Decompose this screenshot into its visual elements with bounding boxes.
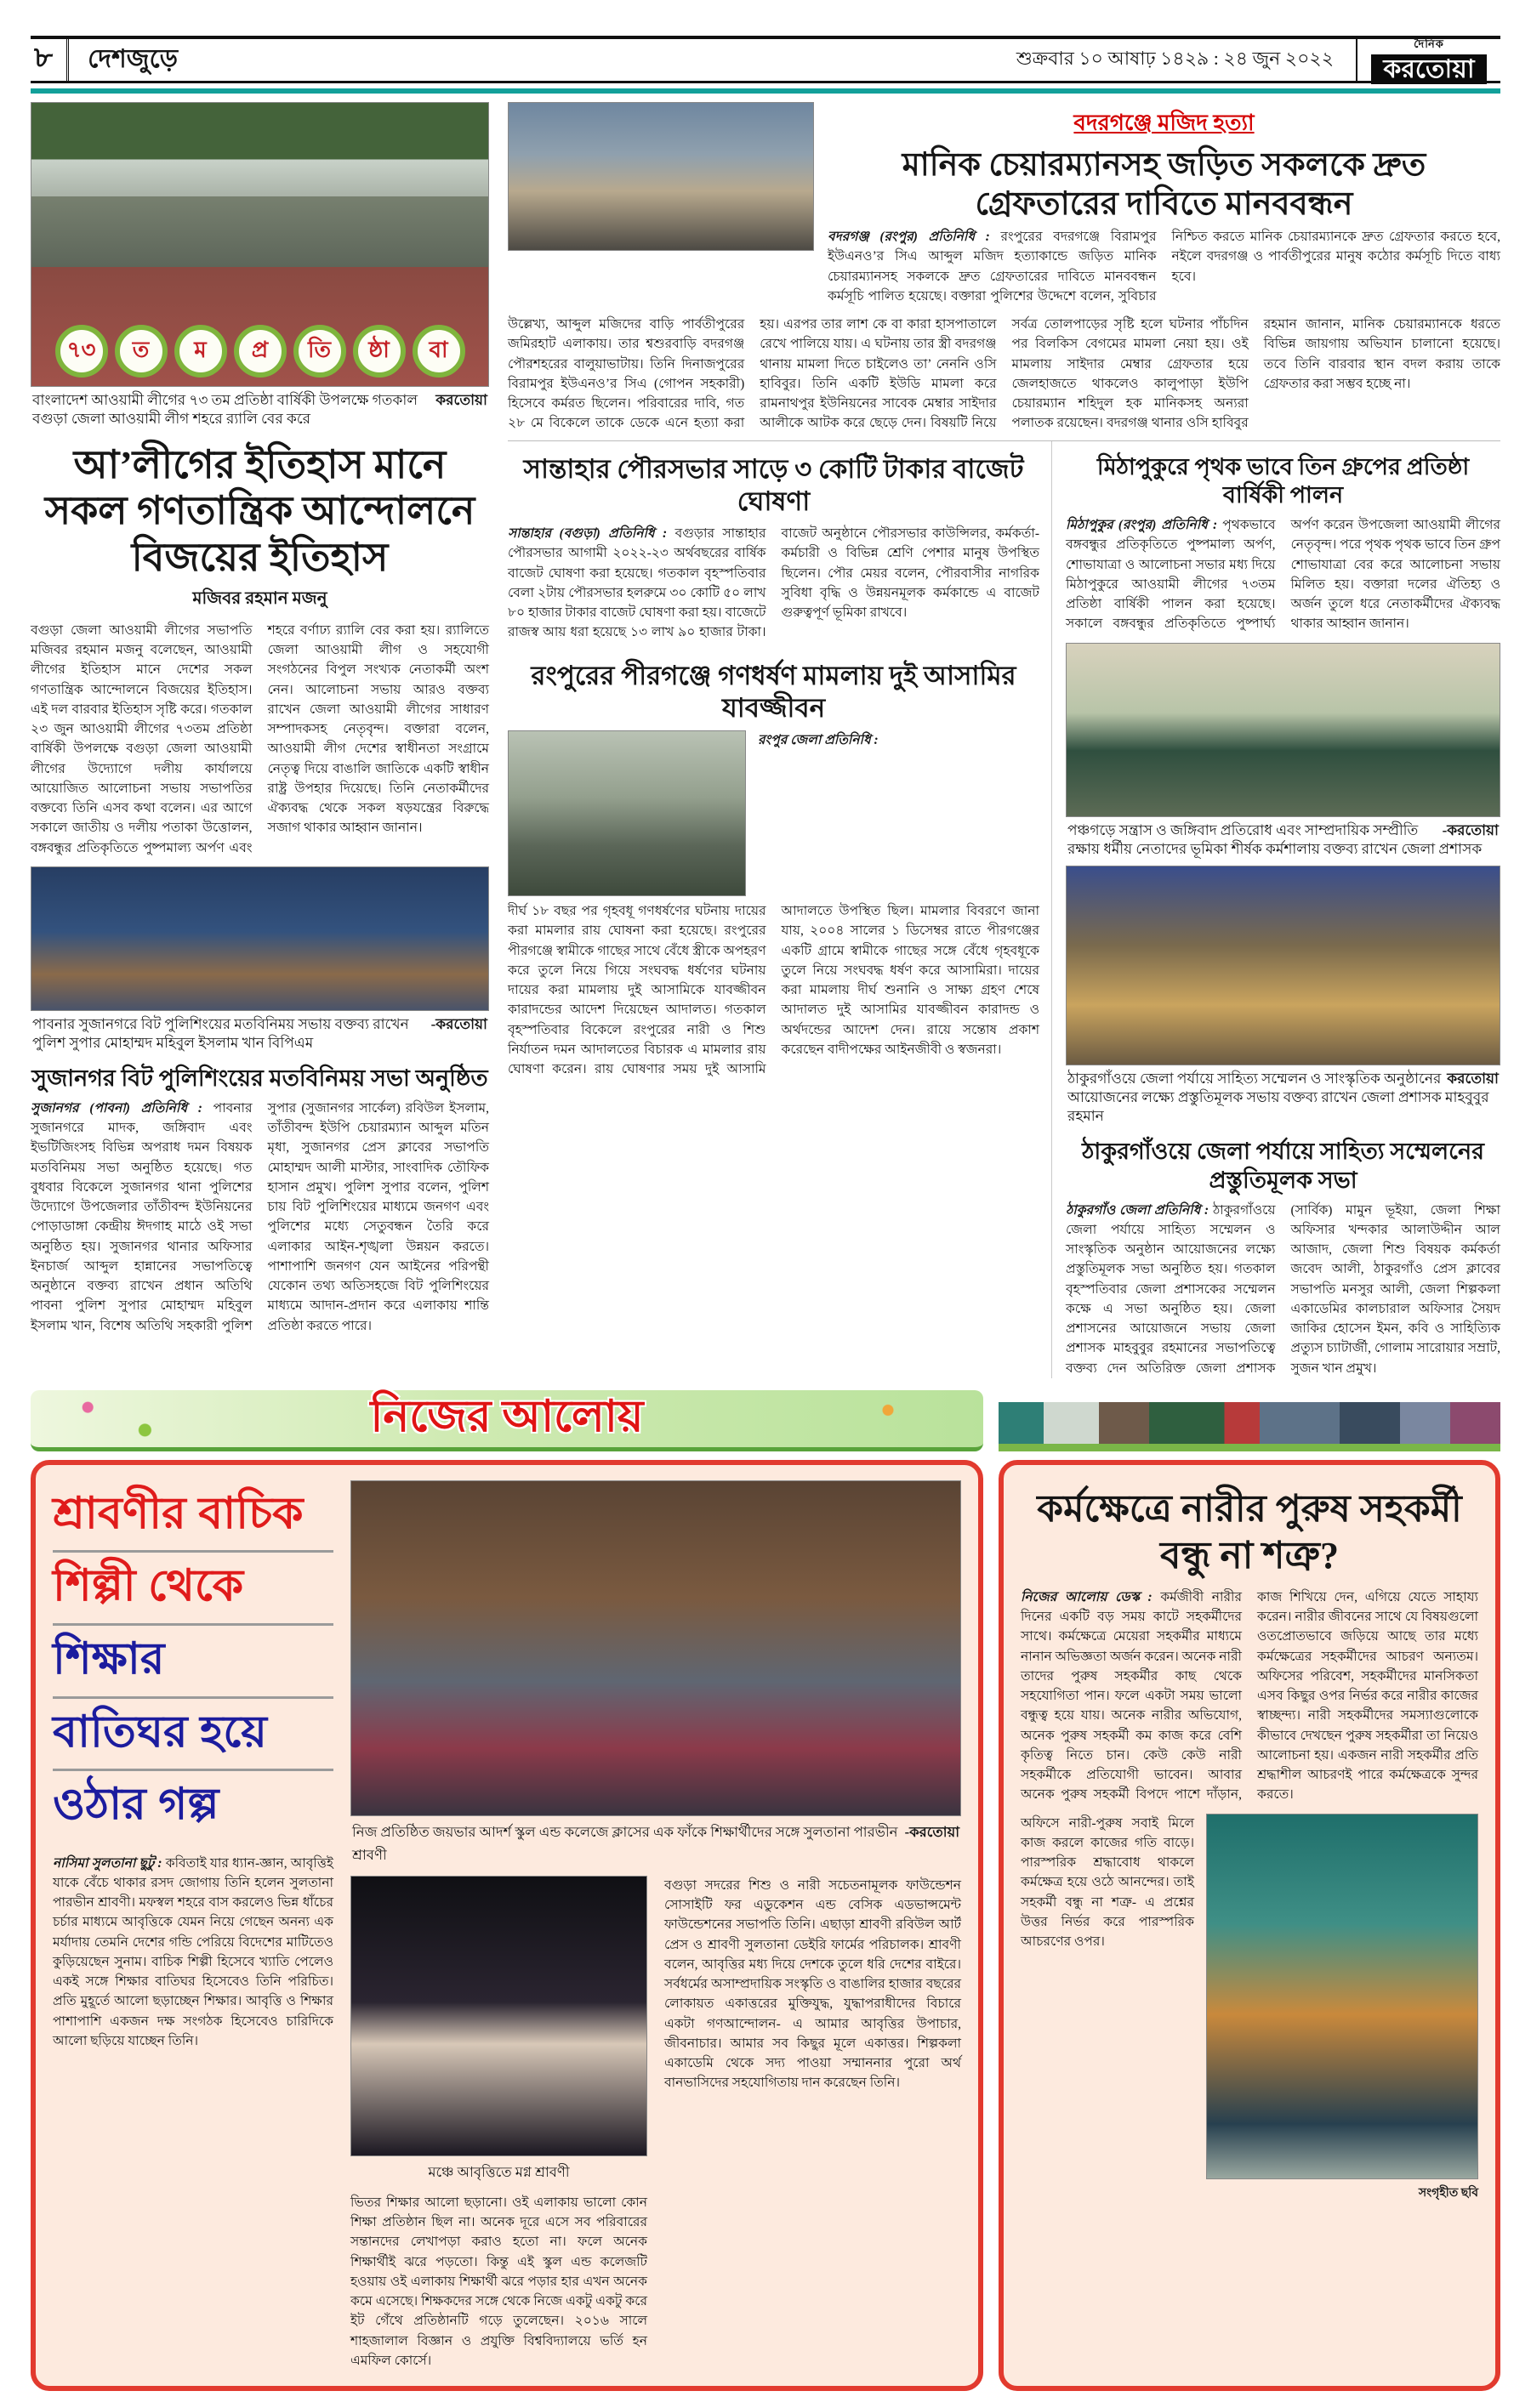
badarganj-street-photo (508, 102, 814, 251)
badarganj-kicker: বদরগঞ্জে মজিদ হত্যা (1073, 111, 1255, 135)
sujanagar-photo-caption: -করতোয়া পাবনার সুজানগরে বিট পুলিশিংয়ের মতবিনিময় সভায় বক্তব্য রাখেন পুলিশ সুপার মোহাম্মদ মহিবুল ইসলাম খান বিপিএম (32, 1015, 487, 1052)
workplace-feature-box (999, 1460, 1500, 2391)
anniversary-disc: ম (174, 325, 227, 378)
photo-credit: করতোয়া (1447, 1070, 1499, 1087)
shraboni-recital-caption: মঞ্চে আবৃত্তিতে মগ্ন শ্রাবণী (428, 2163, 570, 2180)
center-column (508, 441, 1052, 1378)
shraboni-feature-box (31, 1460, 983, 2391)
page-number: ৮ (34, 43, 54, 74)
santahar-headline: সান্তাহার পৌরসভার সাড়ে ৩ কোটি টাকার বাজেট ঘোষণা (523, 453, 1024, 517)
thakurgaon-photo-caption: করতোয়া ঠাকুরগাঁওয়ে জেলা পর্যায়ে সাহিত্য সম্মেলন ও সাংস্কৃতিক অনুষ্ঠানের আয়োজনের লক্ষ্যে প্রস্তুতিমূলক সভায় বক্তব্য রাখেন জেলা প্রশাসক মাহবুবুর রহমান (1067, 1070, 1499, 1125)
anniversary-disc: ষ্ঠা (353, 325, 406, 378)
badarganj-article (508, 102, 1500, 441)
workplace-headline: কর্মক্ষেত্রে নারীর পুরুষ সহকর্মী বন্ধু না শত্রু? (1037, 1487, 1462, 1576)
anniversary-disc: প্র (234, 325, 287, 378)
mithapukur-dateline: মিঠাপুকুর (রংপুর) প্রতিনিধি : (1066, 518, 1218, 533)
photo-credit: করতোয়া (435, 392, 487, 408)
thakurgaon-dateline: ঠাকুরগাঁও জেলা প্রতিনিধি : (1066, 1202, 1209, 1218)
anniversary-disc: ত (115, 325, 168, 378)
nijer-aloy-banner: নিজের আলোয় (31, 1390, 983, 1451)
sujanagar-body: সুজানগর (পাবনা) প্রতিনিধি : পাবনার সুজানগরে মাদক, জঙ্গিবাদ এবং ইভটিজিংসহ বিভিন্ন অপরাধ দমন বিষয়ক মতবিনিময় সভা অনুষ্ঠিত হয়েছে। গত বুধবার বিকেলে সুজানগর থানা পুলিশের উদ্যোগে উপজেলার তাঁতীবন্দ ইউনিয়নের পোড়াডাঙ্গা কেন্দ্রীয় ঈদগাহ মাঠে ওই সভা অনুষ্ঠিত হয়। সুজানগর থানার অফিসার ইনচার্জ আব্দুল হান্নানের সভাপতিত্বে অনুষ্ঠানে বক্তব্য রাখেন প্রধান অতিথি পাবনা পুলিশ সুপার মোহাম্মদ মহিবুল ইসলাম খান, বিশেষ অতিথি সহকারী পুলিশ সুপার (সুজানগর সার্কেল) রবিউল ইসলাম, তাঁতীবন্দ ইউপি চেয়ারম্যান আব্দুল মতিন মৃধা, সুজানগর প্রেস ক্লাবের সভাপতি মোহাম্মদ আলী মাস্টার, সাংবাদিক তৌফিক হাসান প্রমুখ। পুলিশ সুপার বলেন, পুলিশ চায় বিট পুলিশিংয়ের মাধ্যমে জনগণ এবং পুলিশের মধ্যে সেতুবন্ধন তৈরি করে এলাকার আইন-শৃঙ্খলা উন্নয়ন করতে। পাশাপাশি জনগণ যেন আইনের পরিপন্থী যেকোন তথ্য অতিসহজে বিট পুলিশিংয়ের মাধ্যমে আদান-প্রদান করে এলাকায় শান্তি প্রতিষ্ঠা করতে পারে। (31, 1100, 489, 1333)
thakurgaon-headline: ঠাকুরগাঁওয়ে জেলা পর্যায়ে সাহিত্য সম্মেলনের প্রস্তুতিমূলক সভা (1081, 1139, 1484, 1193)
masthead (31, 36, 1500, 83)
feature-section (31, 1460, 1500, 2391)
shraboni-students-photo (350, 1480, 961, 1816)
pirganj-intro (758, 730, 1039, 896)
masthead-spacer (196, 39, 1016, 81)
workplace-body-2: অফিসে নারী-পুরুষ সবাই মিলে কাজ করলে কাজের গতি বাড়ে। পারস্পরিক শ্রদ্ধাবোধ থাকলে কর্মক্ষেত্র হয়ে ওঠে আনন্দের। তাই সহকর্মী বন্ধু না শত্রু- এ প্রশ্নের উত্তর নির্ভর করে পারস্পরিক আচরণের ওপর। (1021, 1815, 1194, 1950)
workplace-body: নিজের আলোয় ডেস্ক : কর্মজীবী নারীর দিনের একটি বড় সময় কাটে সহকর্মীদের সাথে। কর্মক্ষেত্রে মেয়েরা সহকর্মীর মাধ্যমে নানান অভিজ্ঞতা অর্জন করেন। অনেক নারী তাদের পুরুষ সহকর্মীর কাছ থেকে সহযোগিতা পান। ফলে একটা সময় ভালো বন্ধুত্ব হয়ে যায়। অনেক নারীর অভিযোগ, অনেক পুরুষ সহকর্মী কম কাজ করে বেশি কৃতিত্ব নিতে চান। কেউ কেউ নারী সহকর্মীকে প্রতিযোগী ভাবেন। আবার অনেক পুরুষ সহকর্মী বিপদে পাশে দাঁড়ান, কাজ শিখিয়ে দেন, এগিয়ে যেতে সাহায্য করেন। নারীর জীবনের সাথে যে বিষয়গুলো ওতপ্রোতভাবে জড়িয়ে আছে তার মধ্যে কর্মক্ষেত্রের সহকর্মীদের আচরণ অন্যতম। অফিসের পরিবেশ, সহকর্মীদের মানসিকতা এসব কিছুর ওপর নির্ভর করে নারীর কাজের স্বাচ্ছন্দ্য। নারী সহকর্মীদের সমস্যাগুলোকে কীভাবে দেখছেন পুরুষ সহকর্মীরা তা নিয়েও আলোচনা হয়। একজন নারী সহকর্মীর প্রতি শ্রদ্ধাশীল আচরণই পারে কর্মক্ষেত্রকে সুন্দর করতে। (1021, 1589, 1478, 1803)
shraboni-headline: শ্রাবণীর বাচিক শিল্পী থেকে শিক্ষার বাতিঘর হয়ে ওঠার গল্প (53, 1480, 333, 1842)
shraboni-byline: নাসিমা সুলতানা ছুটু : (53, 1855, 162, 1871)
panchagarh-workshop-photo (1066, 643, 1500, 817)
pirganj-dateline: রংপুর জেলা প্রতিনিধি : (758, 733, 879, 748)
top-section (31, 102, 1500, 1378)
sujanagar-photo (31, 866, 489, 1011)
workplace-byline: নিজের আলোয় ডেস্ক : (1021, 1589, 1153, 1604)
badarganj-intro: বদরগঞ্জ (রংপুর) প্রতিনিধি : রংপুরের বদরগঞ্জে বিরামপুর ইউএনও’র সিএ আব্দুল মজিদ হত্যাকান্ডে জড়িত মানিক চেয়ারম্যানসহ সকলকে দ্রুত গ্রেফতারের দাবিতে মানববন্ধন কর্মসূচি পালিত হয়েছে। বক্তারা পুলিশের উদ্দেশে বলেন, সুবিচার নিশ্চিত করতে মানিক চেয়ারম্যানকে দ্রুত গ্রেফতার করতে হবে, নইলে বদরগঞ্জ ও পার্বতীপুরের মানুষ কঠোর কর্মসূচি দিতে বাধ্য হবে। (828, 230, 1500, 304)
photo-credit: -করতোয়া (430, 1015, 487, 1032)
rally-photo (31, 102, 489, 387)
shraboni-students-caption: -করতোয়া নিজ প্রতিষ্ঠিত জয়ভার আদর্শ স্কুল এন্ড কলেজে ক্লাসের এক ফাঁকে শিক্ষার্থীদের সঙ্গে সুলতানা পারভীন শ্রাবণী (350, 1816, 961, 1876)
workplace-office-photo (1206, 1814, 1478, 2179)
thakurgaon-meeting-photo (1066, 866, 1500, 1065)
santahar-body: সান্তাহার (বগুড়া) প্রতিনিধি : বগুড়ার সান্তাহার পৌরসভার আগামী ২০২২-২৩ অর্থবছরের বার্ষিক বাজেট ঘোষণা করা হয়েছে। গতকাল বৃহস্পতিবার বেলা ২টায় পৌরসভার হলরুমে ৩০ কোটি ৫০ লাখ ৮০ হাজার টাকার বাজেট ঘোষণা করা হয়। বাজেটে রাজস্ব আয় ধরা হয়েছে ১৩ লাখ ৯০ হাজার টাকা। বাজেট অনুষ্ঠানে পৌরসভার কাউন্সিলর, কর্মকর্তা-কর্মচারী ও বিভিন্ন শ্রেণি পেশার মানুষ উপস্থিত ছিলেন। পৌর মেয়র বলেন, পৌরবাসীর নাগরিক সুবিধা বৃদ্ধি ও উন্নয়নমূলক কর্মকান্ডে এ বাজেট গুরুত্বপূর্ণ ভূমিকা রাখবে। (508, 526, 1039, 640)
right-rail (1066, 441, 1500, 1378)
workplace-photo-credit: সংগৃহীত ছবি (1418, 2186, 1478, 2200)
badarganj-dateline: বদরগঞ্জ (রংপুর) প্রতিনিধি : (828, 230, 990, 245)
pirganj-body: দীর্ঘ ১৮ বছর পর গৃহবধূ গণধর্ষণের ঘটনায় দায়ের করা মামলার রায় ঘোষনা করা হয়েছে। রংপুরের পীরগঞ্জে স্বামীকে গাছের সাথে বেঁধে স্ত্রীকে অপহরণ করে তুলে নিয়ে গিয়ে সংঘবদ্ধ ধর্ষণের ঘটনায় দায়ের করা মামলায় দুই আসামিকে যাবজ্জীবন কারাদন্ডের আদেশ দিয়েছেন আদালত। গতকাল বৃহস্পতিবার বিকেলে রংপুরের নারী ও শিশু নির্যাতন দমন আদালতের বিচারক এ মামলার রায় ঘোষণা করেন। রায় ঘোষণার সময় দুই আসামি আদালতে উপস্থিত ছিল। মামলার বিবরণে জানা যায়, ২০০৪ সালের ১ ডিসেম্বর রাতে পীরগঞ্জের একটি গ্রামে স্বামীকে গাছের সঙ্গে বেঁধে গৃহবধূকে তুলে নিয়ে সংঘবদ্ধ ধর্ষণ করে আসামিরা। দায়ের করা মামলায় দীর্ঘ শুনানি ও সাক্ষ্য গ্রহণ শেষে আদালত দুই আসামির যাবজ্জীবন কারাদন্ড ও অর্থদন্ডের আদেশ দেন। রায়ে সন্তোষ প্রকাশ করেছেন বাদীপক্ষের আইনজীবী ও স্বজনরা। (508, 904, 1039, 1077)
shraboni-body-2: ভিতর শিক্ষার আলো ছড়ানো। ওই এলাকায় ভালো কোন শিক্ষা প্রতিষ্ঠান ছিল না। অনেক দূরে এসে সব পরিবারের সন্তানদের লেখাপড়া করাও হতো না। ফলে অনেক শিক্ষার্থীই ঝরে পড়তো। কিন্তু এই স্কুল এন্ড কলেজটি হওয়ায় ওই এলাকায় শিক্ষার্থী ঝরে পড়ার হার এখন অনেক কমে এসেছে। শিক্ষকদের সঙ্গে থেকে নিজে একটু একটু করে ইট গেঁথে প্রতিষ্ঠানটি গড়ে তুলেছেন। ২০১৬ সালে শাহজালাল বিজ্ঞান ও প্রযুক্তি বিশ্ববিদ্যালয়ে ভর্তি হন এমফিল কোর্সে। (350, 2195, 647, 2368)
issue-date: শুক্রবার ১০ আষাঢ় ১৪২৯ : ২৪ জুন ২০২২ (1016, 48, 1334, 69)
section-title: দেশজুড়ে (66, 39, 196, 81)
badarganj-headline: মানিক চেয়ারম্যানসহ জড়িত সকলকে দ্রুত গ্রেফতারের দাবিতে মানববন্ধন (902, 147, 1426, 222)
shraboni-body-3: বগুড়া সদরের শিশু ও নারী সচেতনামূলক ফাউন্ডেশন সোসাইটি ফর এডুকেশন এন্ড বেসিক এডভান্সমেন্ট ফাউন্ডেশনের সভাপতি তিনি। এছাড়া শ্রাবণী রবিউল আর্ট প্রেস ও শ্রাবণী সুলতানা ডেইরি ফার্মের পরিচালক। শ্রাবণী বলেন, আবৃত্তির মধ্য দিয়ে দেশকে তুলে ধরি দেশের বাইরে। সর্বধর্মের অসাম্প্রদায়িক সংস্কৃতি ও বাঙালির হাজার বছরের লোকায়ত একাত্তরের মুক্তিযুদ্ধ, যুদ্ধাপরাধীদের বিচারে একটা গণআন্দোলন- এ আমার আবৃত্তির উপাচার, জীবনাচার। আমার সব কিছুর মূলে একাত্তর। শিল্পকলা একাডেমি থেকে সদ্য পাওয়া সম্মাননার পুরো অর্থ বানভাসিদের সহযোগিতায় দান করেছেন তিনি। (664, 1877, 961, 2091)
anniversary-disc: তি (293, 325, 346, 378)
shraboni-recital-photo (350, 1876, 647, 2156)
women-collage-photo (999, 1402, 1500, 1451)
santahar-dateline: সান্তাহার (বগুড়া) প্রতিনিধি : (508, 526, 668, 542)
photo-credit: -করতোয়া (904, 1823, 959, 1840)
lead-headline: আ’লীগের ইতিহাস মানে সকল গণতান্ত্রিক আন্দোলনে বিজয়ের ইতিহাস (44, 443, 475, 579)
newspaper-logo-name: করতোয়া (1371, 54, 1486, 84)
thakurgaon-body: ঠাকুরগাঁও জেলা প্রতিনিধি : ঠাকুরগাঁওয়ে জেলা পর্যায়ে সাহিত্য সম্মেলন ও সাংস্কৃতিক অনুষ্ঠান আয়োজনের লক্ষ্যে প্রস্তুতিমূলক সভা অনুষ্ঠিত হয়। গতকাল বৃহস্পতিবার জেলা প্রশাসকের সম্মেলন কক্ষে এ সভা অনুষ্ঠিত হয়। জেলা প্রশাসনের আয়োজনে সভায় জেলা প্রশাসক মাহবুবুর রহমানের সভাপতিত্বে বক্তব্য দেন অতিরিক্ত জেলা প্রশাসক (সার্বিক) মামুন ভূইয়া, জেলা শিক্ষা অফিসার খন্দকার আলাউদ্দীন আল আজাদ, জেলা শিশু বিষয়ক কর্মকর্তা জবেদ আলী, ঠাকুরগাঁও প্রেস ক্লাবের সভাপতি মনসুর আলী, জেলা শিল্পকলা একাডেমির কালচারাল অফিসার সৈয়দ জাকির হোসেন ইমন, কবি ও সাহিত্যিক প্রত্যুস চ্যাটার্জী, গোলাম সারোয়ার সম্রাট, সুজন খান প্রমুখ। (1066, 1202, 1500, 1376)
newspaper-logo (1356, 39, 1500, 81)
mithapukur-headline: মিঠাপুকুরে পৃথক ভাবে তিন গ্রুপের প্রতিষ্ঠা বার্ষিকী পালন (1096, 453, 1470, 508)
sujanagar-dateline: সুজানগর (পাবনা) প্রতিনিধি : (31, 1100, 202, 1116)
anniversary-discs (31, 325, 488, 378)
lead-byline: মজিবর রহমান মজনু (192, 588, 327, 608)
teal-divider (31, 88, 1500, 94)
shraboni-body-1: নাসিমা সুলতানা ছুটু : কবিতাই যার ধ্যান-জ্ঞান, আবৃত্তিই যাকে বেঁচে থাকার রসদ জোগায় তিনি হলেন সুলতানা পারভীন শ্রাবণী। মফস্বল শহরে বাস করলেও ভিন্ন ধাঁচের চর্চার মাধ্যমে আবৃত্তিকে যেমন নিয়ে গেছেন অনন্য এক মর্যাদায় তেমনি দেশের গন্ডি পেরিয়ে বিদেশের মাটিতেও কুড়িয়েছেন সুনাম। বাচিক শিল্পী হিসেবে খ্যাতি পেলেও একই সঙ্গে শিক্ষার বাতিঘর হিসেবেও তিনি পরিচিত। প্রতি মুহূর্তে আলো ছড়াচ্ছেন শিক্ষার। আবৃত্তি ও শিক্ষার পাশাপাশি একজন দক্ষ সংগঠক হিসেবেও চারিদিকে আলো ছড়িয়ে যাচ্ছেন তিনি। (53, 1855, 333, 2048)
badarganj-body: উল্লেখ্য, আব্দুল মজিদের বাড়ি পার্বতীপুরের জমিরহাট এলাকায়। তার শ্বশুরবাড়ি বদরগঞ্জ পৌরশহরের বালুয়াভাটায়। তিনি দিনাজপুরের বিরামপুর ইউএনও’র সিএ (গোপন সহকারী) হিসেবে কর্মরত ছিলেন। পরিবারের দাবি, গত ২৮ মে বিকেলে তাকে ডেকে এনে হত্যা করা হয়। এরপর তার লাশ কে বা কারা হাসপাতালে রেখে পালিয়ে যায়। এ ঘটনায় তার স্ত্রী বদরগঞ্জ থানায় মামলা দিতে চাইলেও তা’ নেননি ওসি হাবিবুর। তিনি একটি ইউডি মামলা করে রামনাথপুর ইউনিয়নের সাবেক মেম্বার সাইদার আলীকে আটক করে ছেড়ে দেন। বিষয়টি নিয়ে সর্বত্র তোলপাড়ের সৃষ্টি হলে ঘটনার পাঁচদিন পর বিলকিস বেগমের মামলা নেয়া হয়। ওই মামলায় সাইদার মেম্বার গ্রেফতার হয়ে জেলহাজতে থাকলেও কালুপাড়া ইউপি চেয়ারম্যান শহিদুল হক মানিকসহ অন্যরা পলাতক রয়েছেন। বদরগঞ্জ থানার ওসি হাবিবুর রহমান জানান, মানিক চেয়ারম্যানকে ধরতে বিভিন্ন জায়গায় অভিযান চালানো হয়েছে। তবে তিনি বারবার স্থান বদল করায় তাকে গ্রেফতার করা সম্ভব হচ্ছে না। (508, 317, 1500, 431)
anniversary-disc: ৭৩ (55, 325, 108, 378)
feature-banners (31, 1390, 1500, 1451)
anniversary-disc: বা (413, 325, 465, 378)
sujanagar-headline: সুজানগর বিট পুলিশিংয়ের মতবিনিময় সভা অনুষ্ঠিত (31, 1065, 488, 1092)
lead-body: বগুড়া জেলা আওয়ামী লীগের সভাপতি মজিবর রহমান মজনু বলেছেন, আওয়ামী লীগের ইতিহাস মানে দেশের সকল গণতান্ত্রিক আন্দোলনে বিজয়ের ইতিহাস। এই দল বারবার ইতিহাস সৃষ্টি করে। গতকাল ২৩ জুন আওয়ামী লীগের ৭৩তম প্রতিষ্ঠা বার্ষিকী উপলক্ষে বগুড়া জেলা আওয়ামী লীগের উদ্যোগে দলীয় কার্যালয়ে আয়োজিত আলোচনা সভায় সভাপতির বক্তব্যে তিনি এসব কথা বলেন। এর আগে সকালে জাতীয় ও দলীয় পতাকা উত্তোলন, বঙ্গবন্ধুর প্রতিকৃতিতে পুষ্পমাল্য অর্পণ এবং শহরে বর্ণাঢ্য র‌্যালি বের করা হয়। র‌্যালিতে জেলা আওয়ামী লীগ ও সহযোগী সংগঠনের বিপুল সংখ্যক নেতাকর্মী অংশ নেন। আলোচনা সভায় আরও বক্তব্য রাখেন জেলা আওয়ামী লীগের সাধারণ সম্পাদকসহ নেতৃবৃন্দ। বক্তারা বলেন, আওয়ামী লীগ দেশের স্বাধীনতা সংগ্রামে নেতৃত্ব দিয়ে বাঙালি জাতিকে একটি স্বাধীন রাষ্ট্র উপহার দিয়েছে। তিনি নেতাকর্মীদের ঐক্যবদ্ধ থেকে সকল ষড়যন্ত্রের বিরুদ্ধে সজাগ থাকার আহ্বান জানান। (31, 622, 489, 855)
lead-article (31, 102, 494, 1378)
photo-credit: -করতোয়া (1442, 821, 1499, 838)
rally-photo-caption: করতোয়া বাংলাদেশ আওয়ামী লীগের ৭৩ তম প্রতিষ্ঠা বার্ষিকী উপলক্ষে গতকাল বগুড়া জেলা আওয়ামী লীগ শহরে র‌্যালি বের করে (32, 392, 487, 428)
pirganj-accused-photo (508, 730, 746, 896)
newspaper-logo-label: দৈনিক (1414, 37, 1444, 50)
mithapukur-body: মিঠাপুকুর (রংপুর) প্রতিনিধি : পৃথকভাবে বঙ্গবন্ধুর প্রতিকৃতিতে পুষ্পমাল্য অর্পণ, শোভাযাত্রা ও আলোচনা সভার মধ্য দিয়ে মিঠাপুকুরে আওয়ামী লীগের ৭৩তম প্রতিষ্ঠা বার্ষিকী পালন করা হয়েছে। সকালে বঙ্গবন্ধুর প্রতিকৃতিতে পুষ্পার্ঘ্য অর্পণ করেন উপজেলা আওয়ামী লীগের নেতৃবৃন্দ। পরে পৃথক পৃথক ভাবে তিন গ্রুপ শোভাযাত্রা বের করে আলোচনা সভায় মিলিত হয়। বক্তারা দলের ঐতিহ্য ও অর্জন তুলে ধরে নেতাকর্মীদের ঐক্যবদ্ধ থাকার আহ্বান জানান। (1066, 518, 1500, 632)
panchagarh-photo-caption: -করতোয়া পঞ্চগড়ে সন্ত্রাস ও জঙ্গিবাদ প্রতিরোধ এবং সাম্প্রদায়িক সম্প্রীতি রক্ষায় ধর্মীয় নেতাদের ভূমিকা শীর্ষক কর্মশালায় বক্তব্য রাখেন জেলা প্রশাসক (1067, 821, 1499, 857)
pirganj-headline: রংপুরের পীরগঞ্জে গণধর্ষণ মামলায় দুই আসামির যাবজ্জীবন (531, 660, 1016, 724)
